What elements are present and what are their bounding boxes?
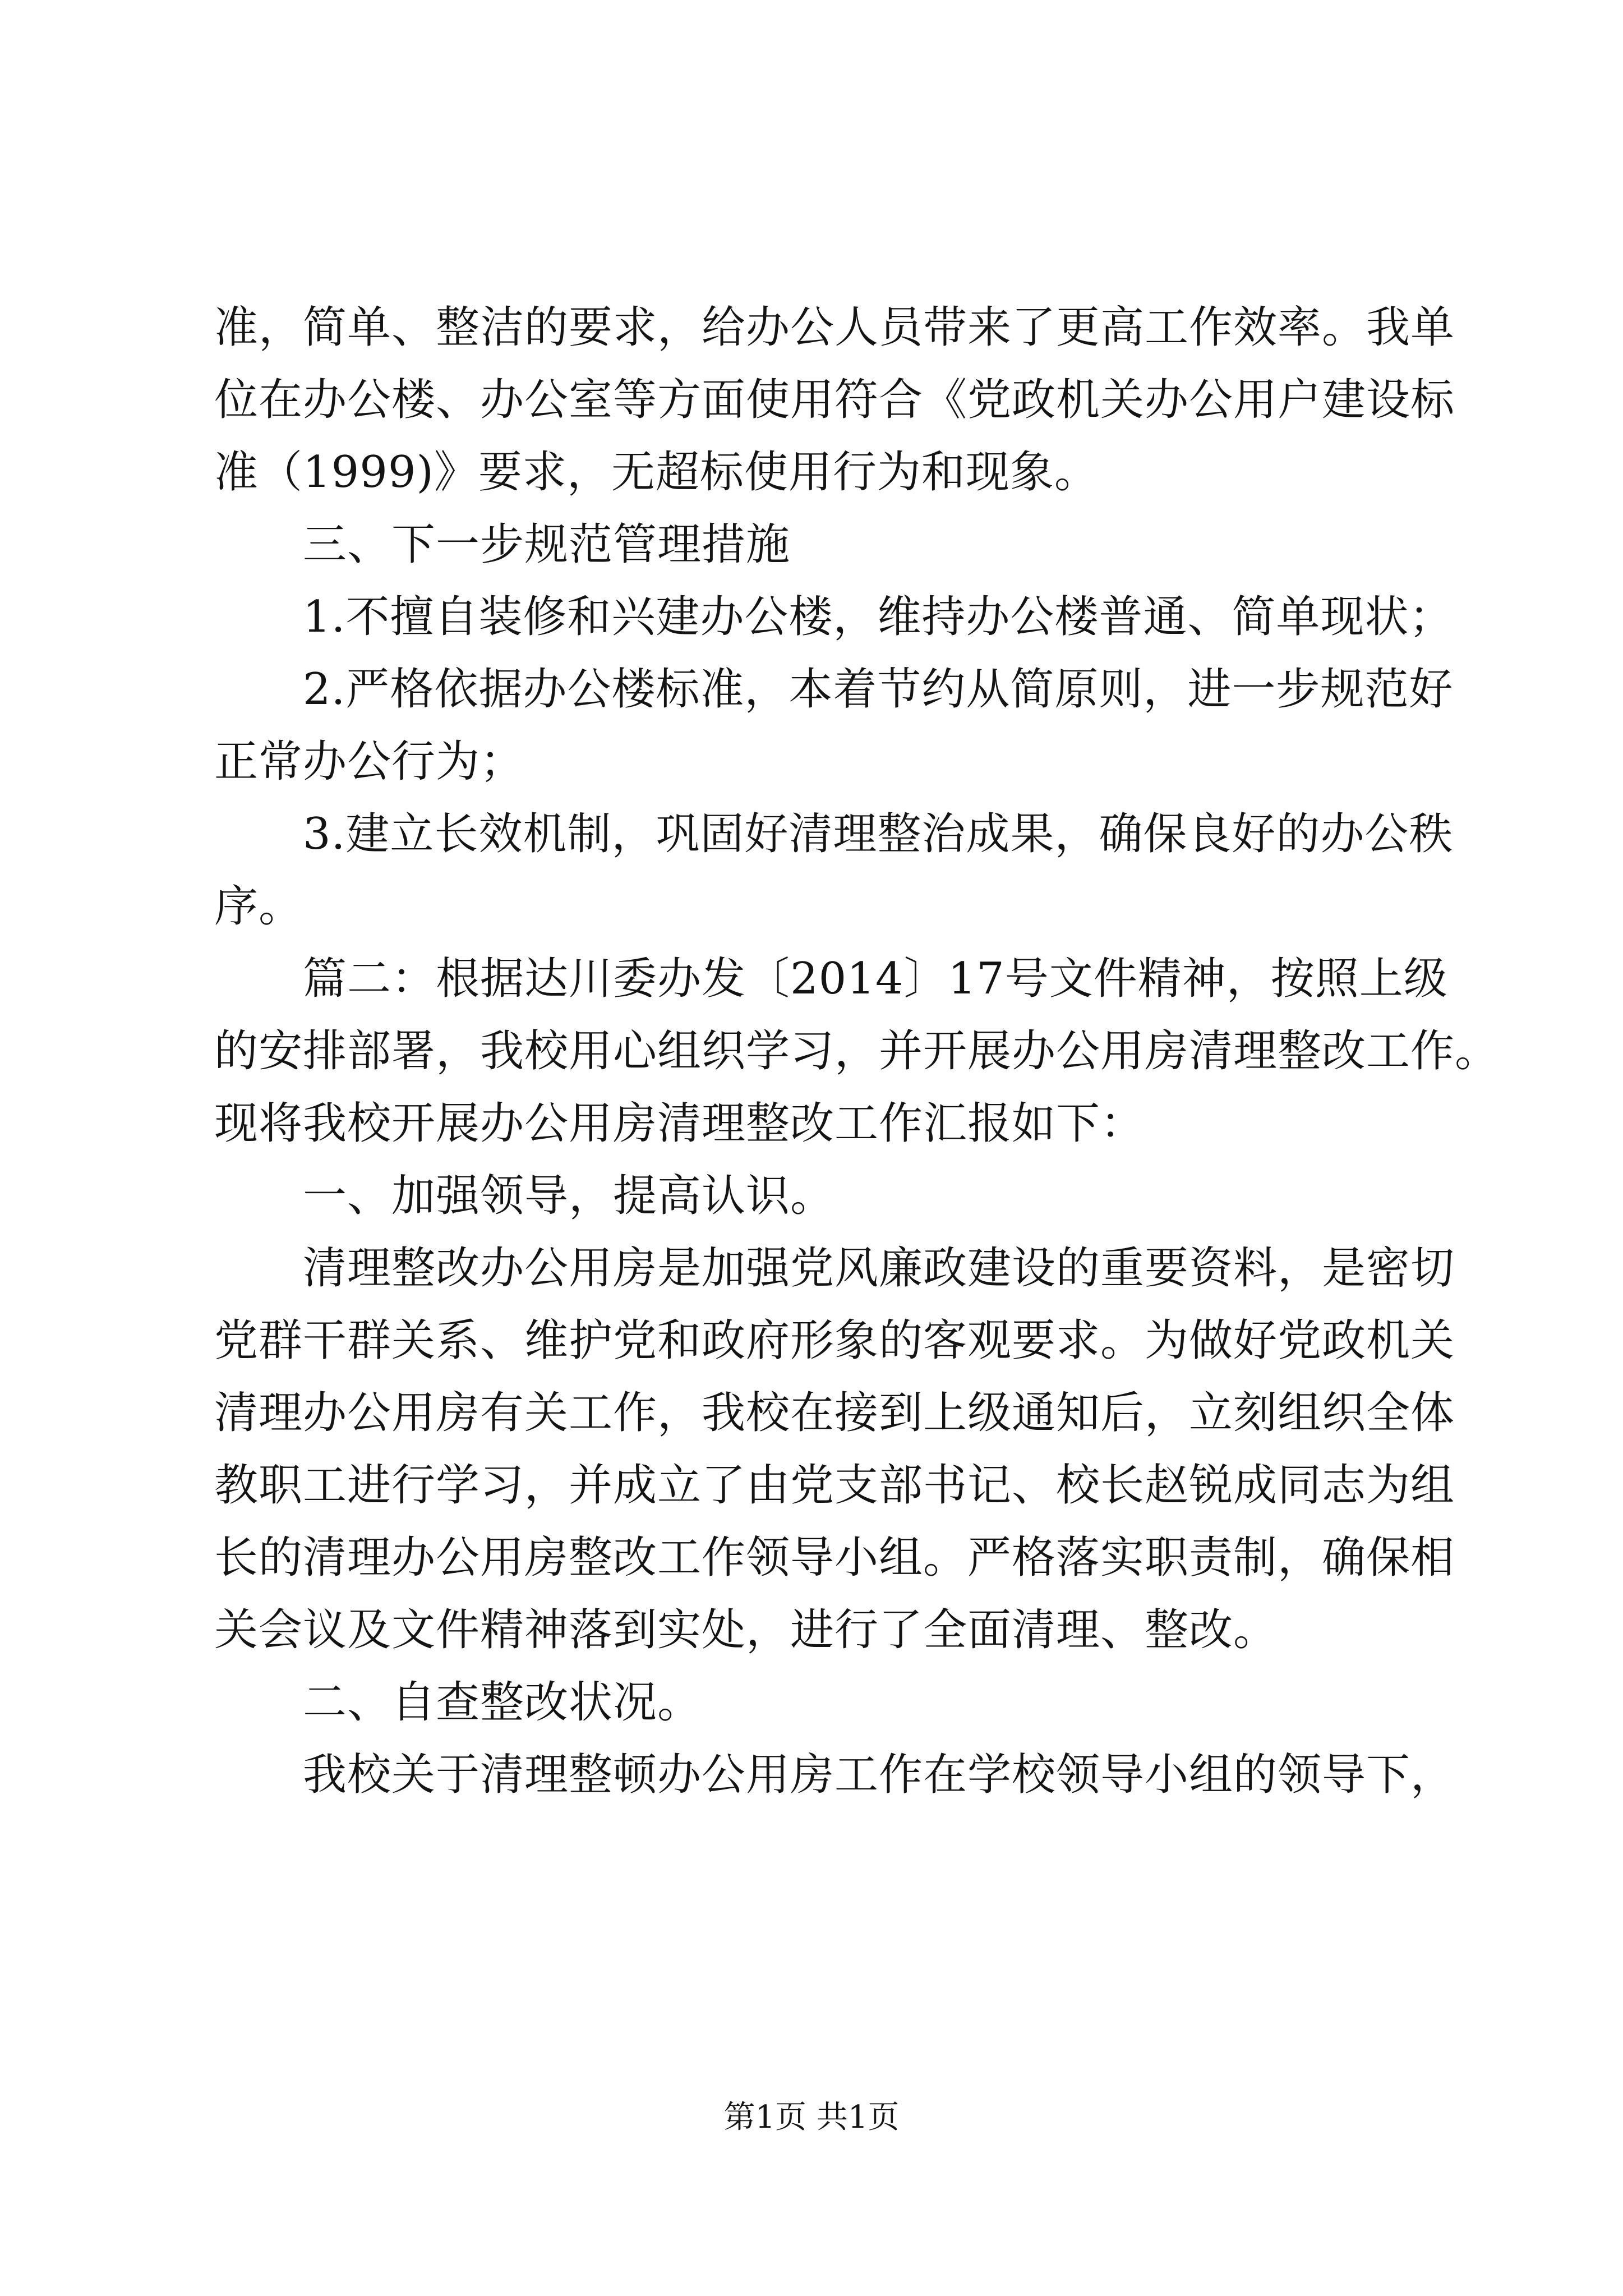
text-line: 教职工进行学习，并成立了由党支部书记、校长赵锐成同志为组 bbox=[214, 1460, 1455, 1511]
text-line: 正常办公行为； bbox=[214, 737, 525, 787]
text-line: 准（1999)》要求，无超标使用行为和现象。 bbox=[214, 447, 1099, 498]
text-line: 长的清理办公用房整改工作领导小组。严格落实职责制，确保相 bbox=[214, 1533, 1455, 1583]
paragraph-start: 我校关于清理整顿办公用房工作在学校领导小组的领导下， bbox=[303, 1750, 1455, 1800]
document-body bbox=[214, 292, 1500, 1811]
text-line: 现将我校开展办公用房清理整改工作汇报如下： bbox=[214, 1098, 1145, 1149]
list-item: 3.建立长效机制，巩固好清理整治成果，确保良好的办公秩 bbox=[303, 809, 1454, 859]
text-line: 位在办公楼、办公室等方面使用符合《党政机关办公用户建设标 bbox=[214, 375, 1455, 425]
text-line: 序。 bbox=[214, 881, 303, 932]
text-line: 关会议及文件精神落到实处，进行了全面清理、整改。 bbox=[214, 1605, 1278, 1655]
list-item: 1.不擅自装修和兴建办公楼，维持办公楼普通、简单现状； bbox=[303, 592, 1454, 642]
section-heading: 一、加强领导，提高认识。 bbox=[303, 1171, 835, 1221]
list-item: 2.严格依据办公楼标准，本着节约从简原则，进一步规范好 bbox=[303, 664, 1454, 715]
text-line: 的安排部署，我校用心组织学习，并开展办公用房清理整改工作。 bbox=[214, 1026, 1500, 1076]
section-heading: 二、自查整改状况。 bbox=[303, 1677, 702, 1728]
text-line: 准，简单、整洁的要求，给办公人员带来了更高工作效率。我单 bbox=[214, 302, 1455, 353]
text-line: 党群干群关系、维护党和政府形象的客观要求。为做好党政机关 bbox=[214, 1315, 1455, 1366]
paragraph-start: 清理整改办公用房是加强党风廉政建设的重要资料，是密切 bbox=[303, 1243, 1455, 1294]
text-line: 清理办公用房有关工作，我校在接到上级通知后，立刻组织全体 bbox=[214, 1388, 1455, 1438]
page-number-footer: 第1页 共1页 bbox=[723, 2099, 900, 2136]
paragraph-start: 篇二：根据达川委办发〔2014〕17号文件精神，按照上级 bbox=[303, 954, 1448, 1004]
section-heading: 三、下一步规范管理措施 bbox=[303, 519, 791, 570]
